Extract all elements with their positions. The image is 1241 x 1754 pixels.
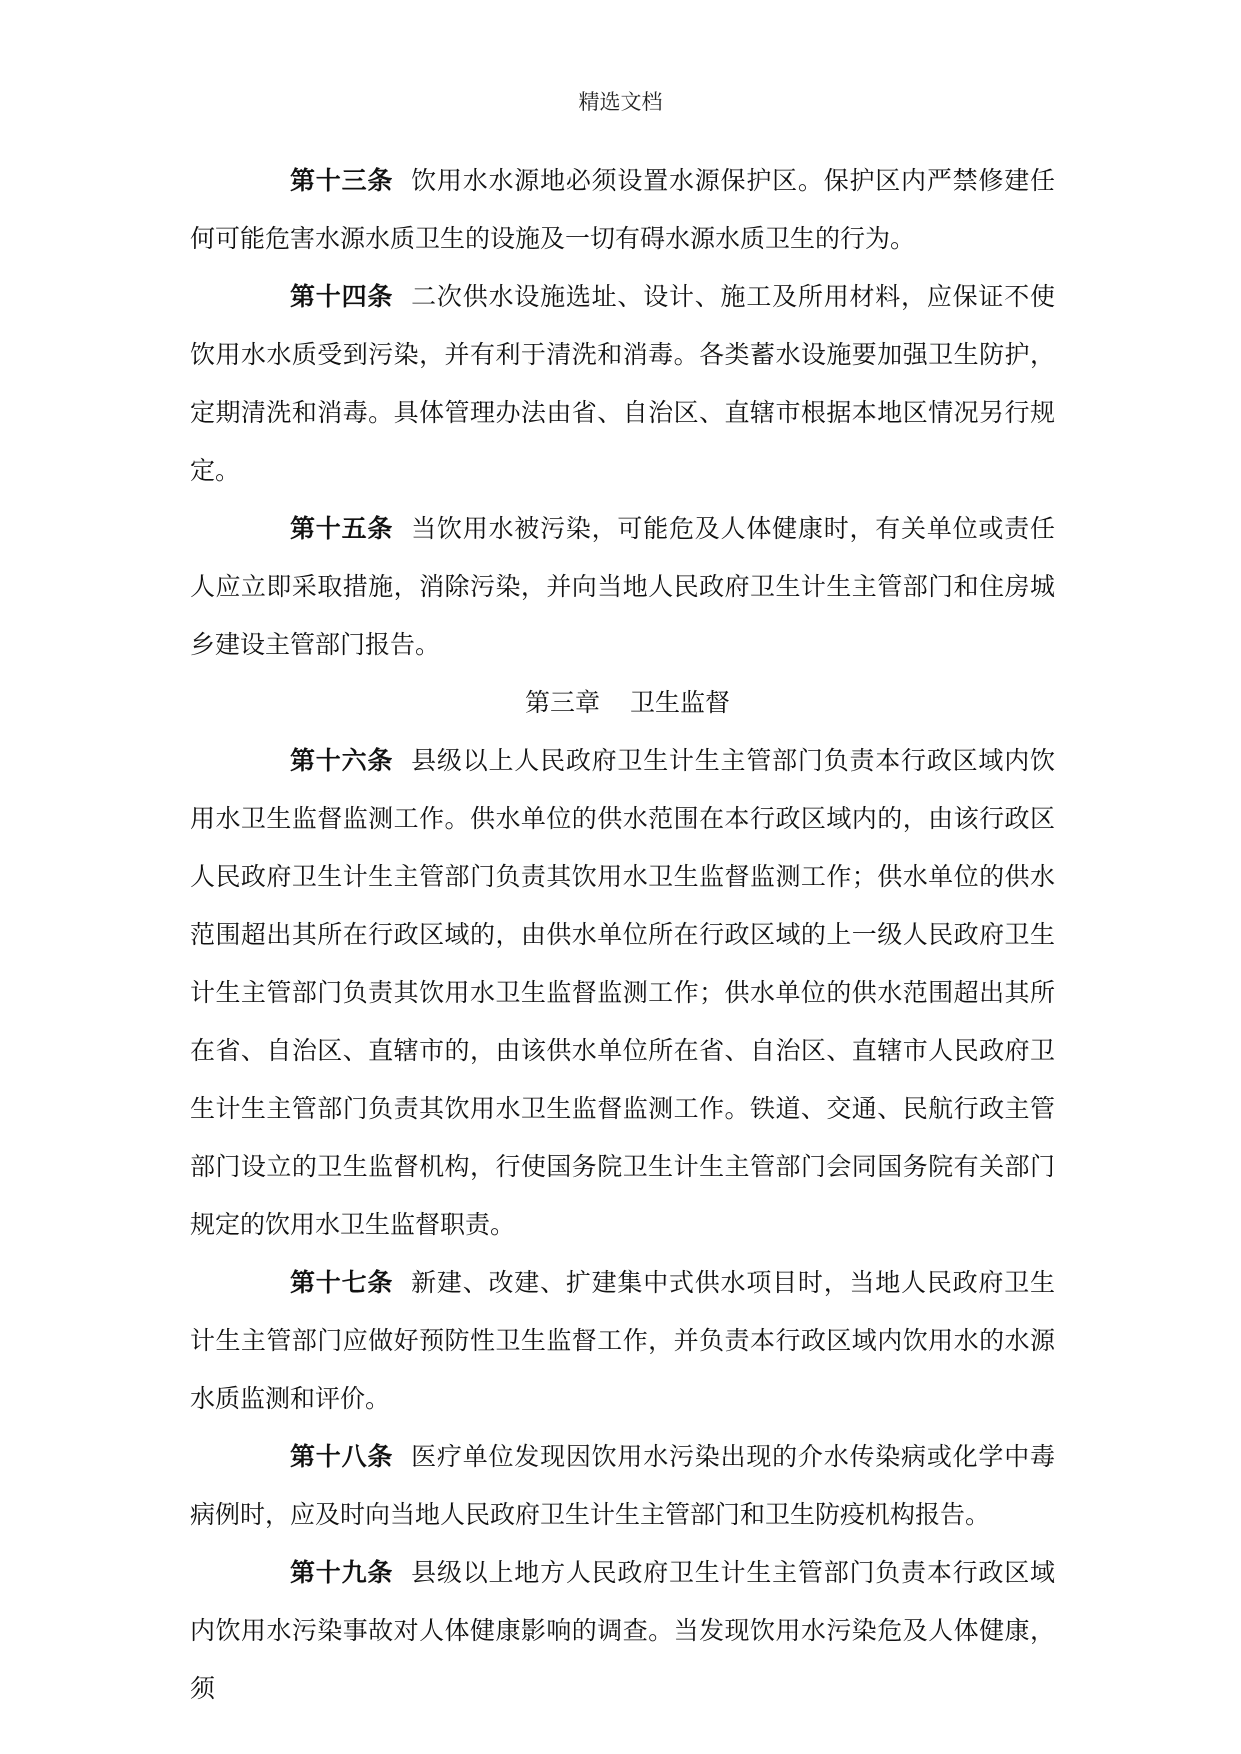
article-number: 第十五条 <box>290 514 394 543</box>
article-18 <box>190 1428 1055 1544</box>
chapter-number: 第三章 <box>524 688 600 717</box>
article-13 <box>190 152 1055 268</box>
header-title: 精选文档 <box>578 90 663 114</box>
article-text: 医疗单位发现因饮用水污染出现的介水传染病或化学中毒病例时，应及时向当地人民政府卫生计生主管部门和卫生防疫机构报告。 <box>190 1442 1055 1529</box>
article-17 <box>190 1254 1055 1428</box>
article-16 <box>190 732 1055 1254</box>
chapter-title: 卫生监督 <box>630 688 731 717</box>
page-header <box>0 86 1241 116</box>
article-text: 新建、改建、扩建集中式供水项目时，当地人民政府卫生计生主管部门应做好预防性卫生监督工作，并负责本行政区域内饮用水的水源水质监测和评价。 <box>190 1268 1055 1413</box>
article-number: 第十三条 <box>290 166 394 195</box>
chapter-heading <box>190 674 1055 732</box>
article-number: 第十六条 <box>290 746 394 775</box>
article-text: 二次供水设施选址、设计、施工及所用材料，应保证不使饮用水水质受到污染，并有利于清洗和消毒。各类蓄水设施要加强卫生防护，定期清洗和消毒。具体管理办法由省、自治区、直辖市根据本地区情况另行规定。 <box>190 282 1055 485</box>
article-number: 第十四条 <box>290 282 394 311</box>
article-19 <box>190 1544 1055 1718</box>
article-number: 第十九条 <box>290 1558 394 1587</box>
article-text: 饮用水水源地必须设置水源保护区。保护区内严禁修建任何可能危害水源水质卫生的设施及一切有碍水源水质卫生的行为。 <box>190 166 1055 253</box>
article-14 <box>190 268 1055 500</box>
article-text: 当饮用水被污染，可能危及人体健康时，有关单位或责任人应立即采取措施，消除污染，并向当地人民政府卫生计生主管部门和住房城乡建设主管部门报告。 <box>190 514 1055 659</box>
article-text: 县级以上人民政府卫生计生主管部门负责本行政区域内饮用水卫生监督监测工作。供水单位的供水范围在本行政区域内的，由该行政区人民政府卫生计生主管部门负责其饮用水卫生监督监测工作；供水单位的供水范围超出其所在行政区域的，由供水单位所在行政区域的上一级人民政府卫生计生主管部门负责其饮用水卫生监督监测工作；供水单位的供水范围超出其所在省、自治区、直辖市的，由该供水单位所在省、自治区、直辖市人民政府卫生计生主管部门负责其饮用水卫生监督监测工作。铁道、交通、民航行政主管部门设立的卫生监督机构，行使国务院卫生计生主管部门会同国务院有关部门规定的饮用水卫生监督职责。 <box>190 746 1055 1239</box>
article-number: 第十八条 <box>290 1442 394 1471</box>
article-number: 第十七条 <box>290 1268 394 1297</box>
document-body <box>190 152 1055 1718</box>
article-text: 县级以上地方人民政府卫生计生主管部门负责本行政区域内饮用水污染事故对人体健康影响的调查。当发现饮用水污染危及人体健康，须 <box>190 1558 1055 1703</box>
article-15 <box>190 500 1055 674</box>
